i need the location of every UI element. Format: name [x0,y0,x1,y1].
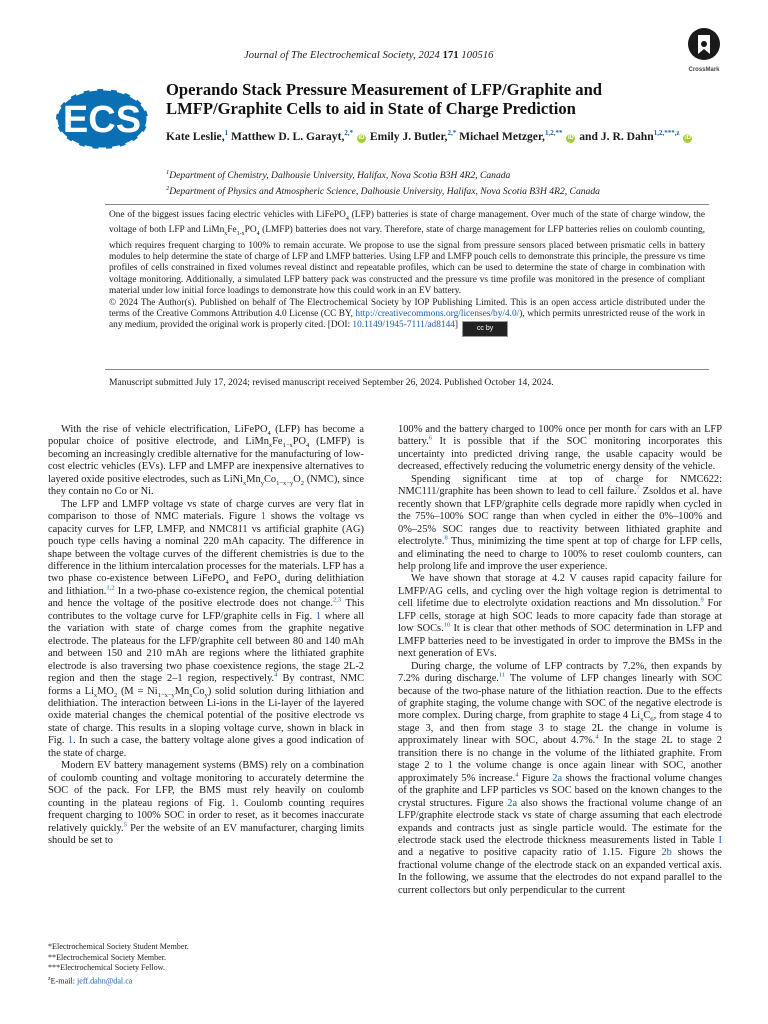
author-affiliation-mark: 1,2,***,z [653,129,680,137]
paragraph: Modern EV battery management systems (BMS) rely on a combination of coulomb counting and voltage monitoring to accurately determine the SOC of the pack. For LFP, the BMS must rely heavily on coulomb counting in the plateau regions of Fig. 1. Coulomb counting requires frequent charging to 100% SOC in order to reset, as it becomes inaccurate relatively quickly.$^5$ Per the website of an EV manufacturer, charging limits should be set to [48,760,365,846]
affiliation: $^1$Department of Chemistry, Dalhousie University, Halifax, Nova Scotia B3H 4R2, Canada [166,169,511,182]
author-affiliation-mark: 2,* [447,129,457,137]
footnote: ***Electrochemical Society Fellow. [48,963,166,973]
cc-by-badge[interactable]: cc by [462,321,508,337]
author-name: Kate Leslie, [166,129,225,143]
crossmark-button[interactable] [684,27,724,73]
author-name: Emily J. Butler, [369,129,448,143]
orcid-icon[interactable]: iD [684,134,691,141]
footnotes [48,942,364,987]
abstract-text: One of the biggest issues facing electric vehicles with LiFePO$_4$ (LFP) batteries is state of charge management. Over much of the state of charge window, the voltage of both LFP and $LiMn_xFe_{1-x}PO_4$ (LMFP) batteries does not vary. Therefore, state of charge management for LFP batteries relies on coulomb counting, which requires frequent charging to 100% to remain accurate. We propose to use the signal from pressure sensors placed between prismatic cells in battery modules to help determine the state of charge of LFP and LMFP batteries. Using LFP and LMFP pouch cells to demonstrate this principle, the pressure vs time profiles of cells constrained in fixed volumes reveal distinct and repeatable profiles, which can be used to determine the state of charge in combination with voltage monitoring. Additionally, a simulated LFP battery pack was constructed and the pressure vs time profile was monitored in the presence of compliant material under low initial force loadings to demonstrate how this could work in an EV battery. [109,210,705,297]
ecs-logo [55,88,149,155]
author-name: Matthew D. L. Garayt, [231,129,345,143]
abstract-top-rule [105,204,709,205]
svg-text:ECS: ECS [62,99,142,141]
footnote: **Electrochemical Society Member. [48,952,166,962]
paragraph: Spending significant time at top of charge for NMC622: NMC111/graphite has been shown to lead to cell failure.$^7$ Zsoldos et al. have recently shown that LFP/graphite cells degrade more rapidly when cycled in the 75%–100% SOC range than when cycled in either the 0%–100% and 0%–25% SOC ranges due to reactivity between lithiated graphite and electrolyte.$^8$ Thus, minimizing the time spent at top of charge for LFP cells, and eliminating the need to charge to 100% to reset coulomb counters, can help prolong life and improve the user experience. [398,473,722,572]
author-name: Michael Metzger, [459,129,545,143]
doi-link[interactable]: 10.1149/1945-7111/ad8144 [352,320,455,331]
author-affiliation-mark: 1 [224,129,229,137]
affiliation: $^2$Department of Physics and Atmospheric Science, Dalhousie University, Halifax, Nova Scotia B3H 4R2, Canada [166,185,600,198]
manuscript-info: Manuscript submitted July 17, 2024; revised manuscript received September 26, 2024. Published October 14, 2024. [109,377,554,388]
copyright-text: © 2024 The Author(s). Published on behalf of The Electrochemical Society by IOP Publishing Limited. This is an open access article distributed under the terms of the Creative Commons Attribution 4.0 License (CC BY, http://creativecommons.org/licenses/by/4.0/), which permits unrestricted reuse of the work in any medium, provided the original work is properly cited. [DOI: 10.1149/1945-7111/ad8144] cc by [109,298,705,338]
footnote: *Electrochemical Society Student Member. [48,942,189,951]
footnote-email: $^z$E-mail: jeff.dahn@dal.ca [48,975,133,986]
author-affiliation-mark: 2,* [344,129,354,137]
abstract [109,210,705,337]
email-link[interactable]: jeff.dahn@dal.ca [76,976,133,986]
affiliations [166,166,706,198]
paragraph: 100% and the battery charged to 100% once per month for cars with an LFP battery.$^6$ It is possible that if the SOC monitoring incorporates this uncertainty into predicted driving range, the usable capacity would be decreased, effectively reducing the volumetric energy density of the vehicle. [398,424,722,473]
crossmark-icon [687,27,721,61]
ecs-logo-icon [55,88,149,150]
journal-year: 2024 [418,50,440,61]
author-name: J. R. Dahn [600,129,654,143]
journal-name: Journal of The Electrochemical Society [244,50,414,61]
abstract-bottom-rule [105,369,709,370]
article-title: Operando Stack Pressure Measurement of LFP/Graphite and LMFP/Graphite Cells to aid in State of Charge Prediction [166,80,603,118]
journal-volume: 171 [442,50,459,61]
crossmark-label: CrossMark [688,67,720,73]
license-link[interactable]: http://creativecommons.org/licenses/by/4.0/ [355,308,520,319]
body-column-left [48,424,364,847]
paragraph: We have shown that storage at 4.2 V causes rapid capacity failure for LMFP/AG cells, and cycling over the high voltage region is detrimental to cell lifetime due to electrolyte oxidation reactions and Mn dissolution.$^9$ For LFP cells, storage at high SOC leads to more capacity fade than storage at low SOCs.$^{10}$ It is clear that other methods of SOC determination in LFP and LMFP batteries need to be investigated in order to improve the BMSs in the next generation of EVs. [398,573,723,660]
article-id: 100516 [461,50,494,61]
paragraph: The LFP and LMFP voltage vs state of charge curves are very flat in comparison to those of NMC materials. Figure 1 shows the voltage vs capacity curves for LFP, LMFP, and NMC811 vs artificial graphite (AG) pouch type cells having a nominal 220 mAh capacity. The difference in shape between the voltage curves of the different chemistries is due to the difference in the lithium intercalation processes for the materials. LFP has a two phase co-existence between LiFePO$_4$ and FePO$_4$ during delithiation and lithiation.$^{1,2}$ In a two-phase co-existence region, the chemical potential and hence the voltage of the positive electrode does not change.$^{2,3}$ This contributes to the voltage curve for LFP/graphite cells in Fig. 1 where all the variation with state of charge comes from the graphite negative electrode. The plateaus for the LFP/graphite cell between 80 and 140 mAh and between 150 and 210 mAh are regions where the lithiated graphite electrode is also traversing two phase coexistence regions, the stage 2L-2 region and then the stage 2–1 region, respectively.$^4$ By contrast, NMC forms a $Li_xMO_2$ $(M = Ni_{1-x-y}Mn_xCo_y)$ solid solution during lithiation and delithiation. The interaction between Li-ions in the Li-layer of the layered oxide material changes the chemical potential of the positive electrode vs state of charge. This results in a sloping voltage curve, shown in black in Fig. 1. In such a case, the battery voltage alone gives a good indication of the state of charge. [48,498,365,759]
paragraph: During charge, the volume of LFP contracts by 7.2%, then expands by 7.2% during discharge.$^{11}$ The volume of LFP changes linearly with SOC because of the two-phase nature of the lithiation reaction. Due to the effects of graphite staging, the volume change with SOC of the negative electrode is more complex. During charge, from graphite to stage 4 $Li_xC_6$, from stage 4 to stage 3, and then from stage 3 to stage 2L the change in volume is approximately linear with SOC, about 4.7%.$^4$ In the stage 2L to stage 2 transition there is no change in the volume of the lithiated graphite. From stage 2 to 1 the volume change is once again linear with SOC, another approximately 5% increase.$^4$ Figure 2a shows the fractional volume changes of the graphite and LFP particles vs SOC based on the known changes to the crystal structures. Figure 2a also shows the fractional volume change of an LFP/graphite electrode stack vs state of charge assuming that each electrode expands and contracts just as single particle would. The estimate for the electrode stack used the electrode thickness measurements listed in Table I and a negative to positive capacity ratio of 1.15. Figure 2b shows the fractional volume change of the electrode stack on an expanded vertical axis. In the following, we assume that the electrodes do not expand parallel to the current collectors but only perpendicular to the current [398,660,722,896]
author-affiliation-mark: 1,2,** [544,129,563,137]
orcid-icon[interactable]: iD [358,134,365,141]
author-name: and [579,129,598,143]
body-column-right [398,424,722,897]
orcid-icon[interactable]: iD [567,134,574,141]
author-list [166,124,706,146]
paragraph: With the rise of vehicle electrification, LiFePO$_4$ (LFP) has become a popular choice of positive electrode, and $LiMn_xFe_{1-x}PO_4$ (LMFP) is becoming an increasingly credible alternative for the manufacturing of low-cost electric vehicles (EVs). LFP and LMFP are inexpensive alternatives to layered oxide positive electrodes, such as $LiNi_xMn_yCo_{1-x-y}O_2$ (NMC), since they contain no Co or Ni. [48,424,364,498]
journal-header: Journal of The Electrochemical Society, 2024 171 100516 [244,50,494,61]
